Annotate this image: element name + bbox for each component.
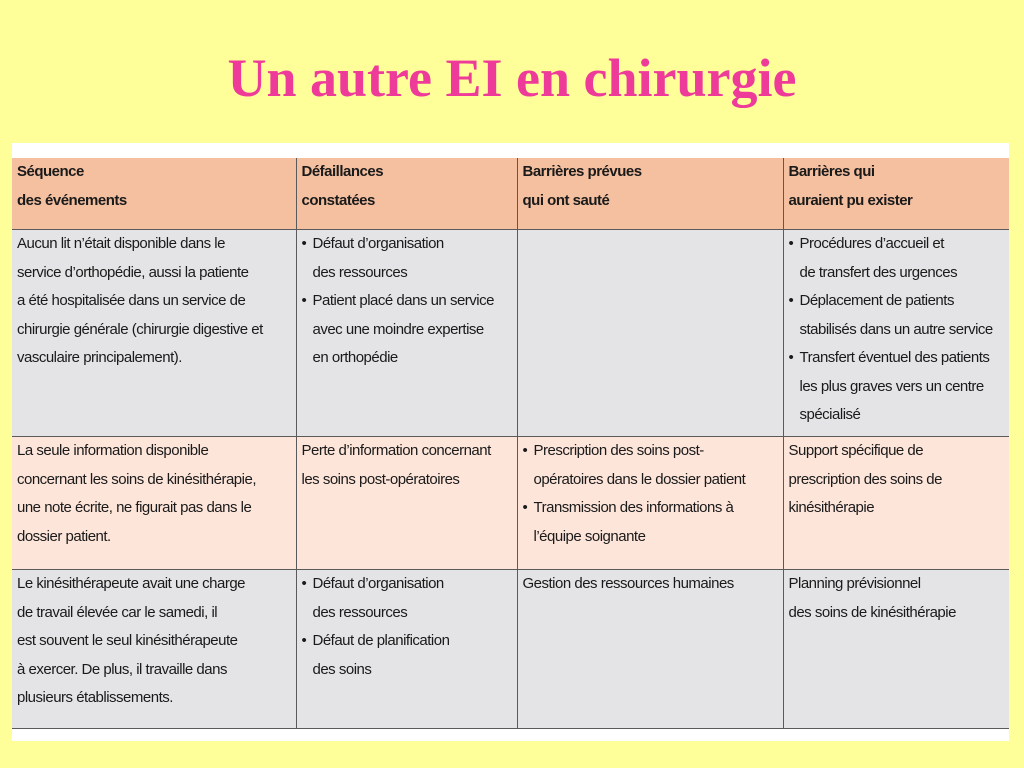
sequence-text: Le kinésithérapeute avait une charge de travail élevée car le samedi, il est souvent le seul kinésithérapeute à exercer. De plus, il travaille dans plusieurs établissements. — [17, 575, 246, 706]
header-defaillances: Défaillances constatées — [296, 158, 517, 230]
list-item: • Transmission des informations à l’équipe soignante — [522, 499, 734, 545]
cell-sequence — [12, 437, 296, 570]
table-header-row — [12, 158, 1009, 230]
ei-analysis-table — [12, 158, 1009, 729]
cell-barrieres-possibles — [783, 230, 1009, 437]
list-item: • Défaut d’organisation des ressources — [301, 235, 444, 281]
cell-defaillances — [296, 570, 517, 729]
cell-barrieres-possibles — [783, 570, 1009, 729]
list-item: • Patient placé dans un service avec une moindre expertise en orthopédie — [301, 292, 494, 366]
list-item: • Déplacement de patients stabilisés dans un autre service — [788, 292, 993, 338]
table-row — [12, 437, 1009, 570]
table-panel — [12, 143, 1009, 741]
cell-sequence — [12, 570, 296, 729]
cell-defaillances — [296, 437, 517, 570]
cell-barrieres-possibles — [783, 437, 1009, 570]
cell-defaillances — [296, 230, 517, 437]
cell-barrieres-prevues — [517, 437, 783, 570]
barrieres-prevues-text: Gestion des ressources humaines — [522, 575, 734, 592]
header-barrieres-prevues: Barrières prévues qui ont sauté — [517, 158, 783, 230]
defaillances-list — [302, 570, 514, 684]
table-row — [12, 570, 1009, 729]
cell-barrieres-prevues — [517, 230, 783, 437]
barrieres-possibles-text: Planning prévisionnel des soins de kinésithérapie — [788, 575, 956, 621]
barrieres-possibles-list — [789, 230, 1007, 430]
table-row — [12, 230, 1009, 437]
header-sequence: Séquence des événements — [12, 158, 296, 230]
defaillances-text: Perte d’information concernant les soins post-opératoires — [301, 442, 491, 488]
sequence-text: Aucun lit n’était disponible dans le service d’orthopédie, aussi la patiente a été hospitalisée dans un service de chirurgie générale (chirurgie digestive et vasculaire principalement). — [17, 235, 263, 366]
defaillances-list — [302, 230, 514, 373]
list-item: • Procédures d’accueil et de transfert des urgences — [788, 235, 958, 281]
sequence-text: La seule information disponible concernant les soins de kinésithérapie, une note écrite, ne figurait pas dans le dossier patient. — [17, 442, 256, 545]
cell-barrieres-prevues — [517, 570, 783, 729]
list-item: • Défaut de planification des soins — [301, 632, 450, 678]
barrieres-possibles-text: Support spécifique de prescription des soins de kinésithérapie — [788, 442, 942, 516]
list-item: • Défaut d’organisation des ressources — [301, 575, 444, 621]
cell-sequence — [12, 230, 296, 437]
header-barrieres-possibles: Barrières qui auraient pu exister — [783, 158, 1009, 230]
list-item: • Prescription des soins post- opératoires dans le dossier patient — [522, 442, 746, 488]
list-item: • Transfert éventuel des patients les plus graves vers un centre spécialisé — [788, 349, 990, 423]
barrieres-prevues-list — [523, 437, 780, 551]
slide-title: Un autre EI en chirurgie — [227, 48, 797, 108]
